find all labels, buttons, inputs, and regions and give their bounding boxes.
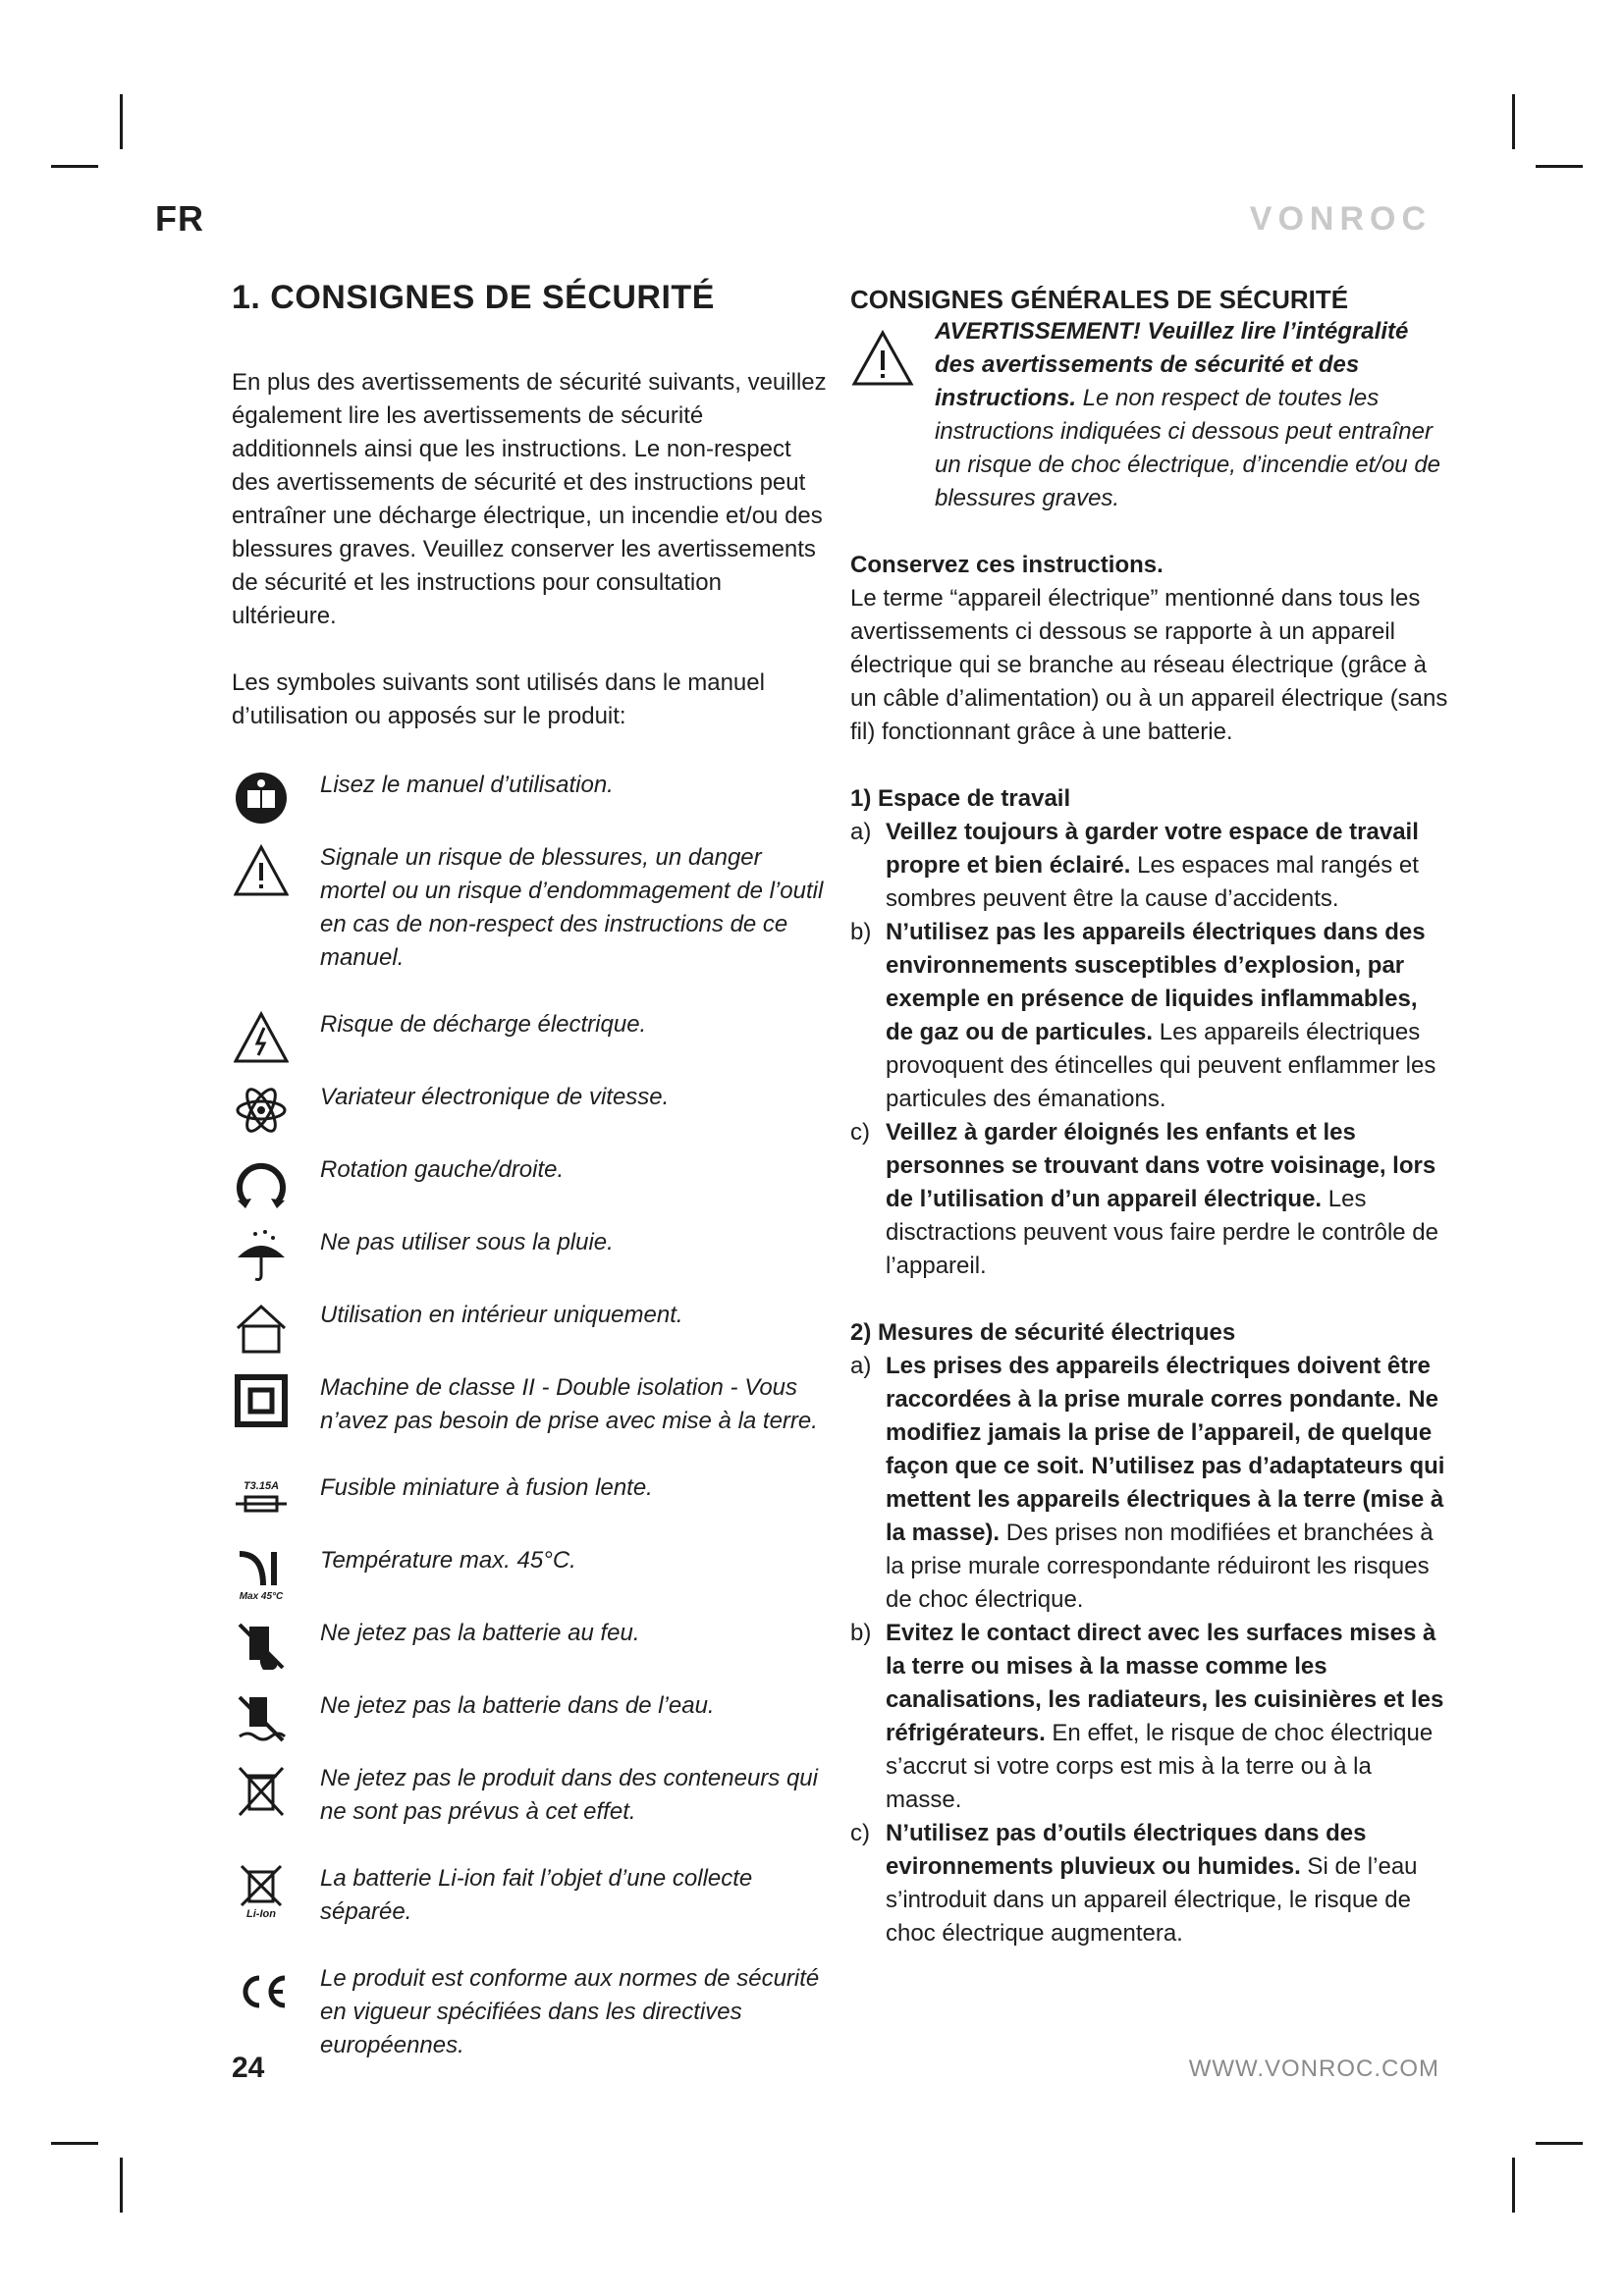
no-fire-battery-icon (232, 1617, 291, 1676)
fuse-icon (232, 1471, 291, 1530)
list-item: c) Veillez à garder éloignés les enfants et les personnes se trouvant dans votre voisinage, lors de l’utilisation d’un appareil électrique. Les disctractions peuvent vous faire perdre le contrôle de l’appareil. (850, 1119, 1438, 1279)
symbol-item: T3.15A Fusible miniature à fusion lente. (232, 1471, 831, 1511)
crop-mark (1536, 165, 1583, 168)
footer-url: WWW.VONROC.COM (1188, 2056, 1439, 2082)
keep-instructions-title: Conservez ces instructions. (850, 552, 1164, 578)
symbol-item: Ne pas utiliser sous la pluie. (232, 1226, 831, 1265)
symbol-list (232, 769, 831, 2062)
list-item: b) Evitez le contact direct avec les surfaces mises à la terre ou mises à la masse comme les canalisations, les radiateurs, les cuisinières et les réfrigérateurs. En effet, le risque de choc électrique s’accrut si votre corps est mis à la terre ou à la masse. (850, 1620, 1444, 1813)
crossed-bin-icon (232, 1762, 291, 1821)
crop-mark (1536, 2142, 1583, 2145)
warning-triangle-icon (232, 841, 291, 900)
symbol-item: Risque de décharge électrique. (232, 1008, 831, 1047)
crop-mark (51, 2142, 98, 2145)
temperature-icon (232, 1544, 291, 1603)
general-safety-title: CONSIGNES GÉNÉRALES DE SÉCURITÉ (850, 285, 1349, 314)
svg-text:Max 45°C: Max 45°C (239, 1591, 284, 1601)
read-manual-icon (232, 769, 291, 828)
symbol-item: Max 45°C Température max. 45°C. (232, 1544, 831, 1583)
rotation-icon (232, 1153, 291, 1212)
right-column (850, 285, 1449, 1950)
li-ion-bin-icon (232, 1862, 291, 1921)
symbol-item: Ne jetez pas la batterie au feu. (232, 1617, 831, 1656)
symbol-item: Ne jetez pas la batterie dans de l’eau. (232, 1689, 831, 1729)
no-water-battery-icon (232, 1689, 291, 1748)
symbol-item: Signale un risque de blessures, un danger mortel ou un risque d’endommagement de l’outil en cas de non-respect des instructions de ce manuel. (232, 841, 831, 975)
umbrella-rain-icon (232, 1226, 291, 1285)
page-number: 24 (232, 2052, 265, 2084)
symbol-item: Lisez le manuel d’utilisation. (232, 769, 831, 808)
left-column (232, 279, 831, 2096)
symbol-item: Li-Ion La batterie Li-ion fait l’objet d’une collecte séparée. (232, 1862, 831, 1929)
section-title: 1. CONSIGNES DE SÉCURITÉ (232, 279, 715, 316)
section-heading: 2) Mesures de sécurité électriques (850, 1319, 1236, 1346)
electric-shock-icon (232, 1008, 291, 1067)
crop-mark (1512, 2158, 1515, 2213)
symbols-intro: Les symboles suivants sont utilisés dans le manuel d’utilisation ou apposés sur le produit: (232, 669, 765, 729)
symbol-item: Le produit est conforme aux normes de sécurité en vigueur spécifiées dans les directives européennes. (232, 1962, 831, 2062)
section-heading: 1) Espace de travail (850, 785, 1071, 812)
crop-mark (1512, 94, 1515, 149)
warning-bold: AVERTISSEMENT! Veuillez lire l’intégralité des avertissements de sécurité et des instructions. (935, 318, 1409, 411)
symbol-item: Variateur électronique de vitesse. (232, 1081, 831, 1120)
svg-text:Li-Ion: Li-Ion (246, 1908, 276, 1919)
warning-text: Le non respect de toutes les instructions indiquées ci dessous peut entraîner un risque de choc électrique, d’incendie et/ou de blessures graves. (935, 385, 1441, 511)
speed-variator-icon (232, 1081, 291, 1140)
double-insulation-icon (232, 1371, 291, 1430)
list-item: a) Veillez toujours à garder votre espace de travail propre et bien éclairé. Les espaces mal rangés et sombres peuvent être la cause d’accidents. (850, 819, 1419, 912)
brand-logo: VONROC (1249, 200, 1432, 238)
crop-mark (120, 94, 123, 149)
list-item: b) N’utilisez pas les appareils électriques dans des environnements susceptibles d’explosion, par exemple en présence de liquides inflammables, de gaz ou de particules. Les appareils électriques provoquent des étincelles qui peuvent enflammer les particules des émanations. (850, 919, 1436, 1112)
intro-paragraph: En plus des avertissements de sécurité suivants, veuillez également lire les avertissements de sécurité additionnels ainsi que les instructions. Le non-respect des avertissements de sécurité et des instructions peut entraîner une décharge électrique, un incendie et/ou des blessures graves. Veuillez conserver les avertissements de sécurité et les instructions pour consultation ultérieure. (232, 369, 827, 629)
crop-mark (51, 165, 98, 168)
language-code: FR (155, 198, 204, 239)
crop-mark (120, 2158, 123, 2213)
indoor-house-icon (232, 1299, 291, 1358)
symbol-item: Rotation gauche/droite. (232, 1153, 831, 1193)
warning-triangle-icon (850, 329, 915, 388)
symbol-item: Utilisation en intérieur uniquement. (232, 1299, 831, 1338)
ce-mark-icon (232, 1962, 291, 2021)
symbol-item: Ne jetez pas le produit dans des conteneurs qui ne sont pas prévus à cet effet. (232, 1762, 831, 1829)
symbol-item: Machine de classe II - Double isolation - Vous n’avez pas besoin de prise avec mise à la terre. (232, 1371, 831, 1438)
keep-instructions-text: Le terme “appareil électrique” mentionné dans tous les avertissements ci dessous se rapporte à un appareil électrique qui se branche au réseau électrique (grâce à un câble d’alimentation) ou à un appareil électrique (sans fil) fonctionnant grâce à une batterie. (850, 585, 1448, 745)
svg-text:T3.15A: T3.15A (243, 1480, 280, 1492)
list-item: a) Les prises des appareils électriques doivent être raccordées à la prise murale corres pondante. Ne modifiez jamais la prise de l’appareil, de quelque façon que ce soit. N’utilisez pas d’adaptateurs qui mettent les appareils électriques à la terre (mise à la masse). Des prises non modifiées et branchées à la prise murale correspondante réduiront les risques de choc électrique. (850, 1353, 1445, 1613)
warning-block (850, 315, 1449, 515)
list-item: c) N’utilisez pas d’outils électriques dans des evironnements pluvieux ou humides. Si de l’eau s’introduit dans un appareil électrique, le risque de choc électrique augmentera. (850, 1820, 1418, 1947)
